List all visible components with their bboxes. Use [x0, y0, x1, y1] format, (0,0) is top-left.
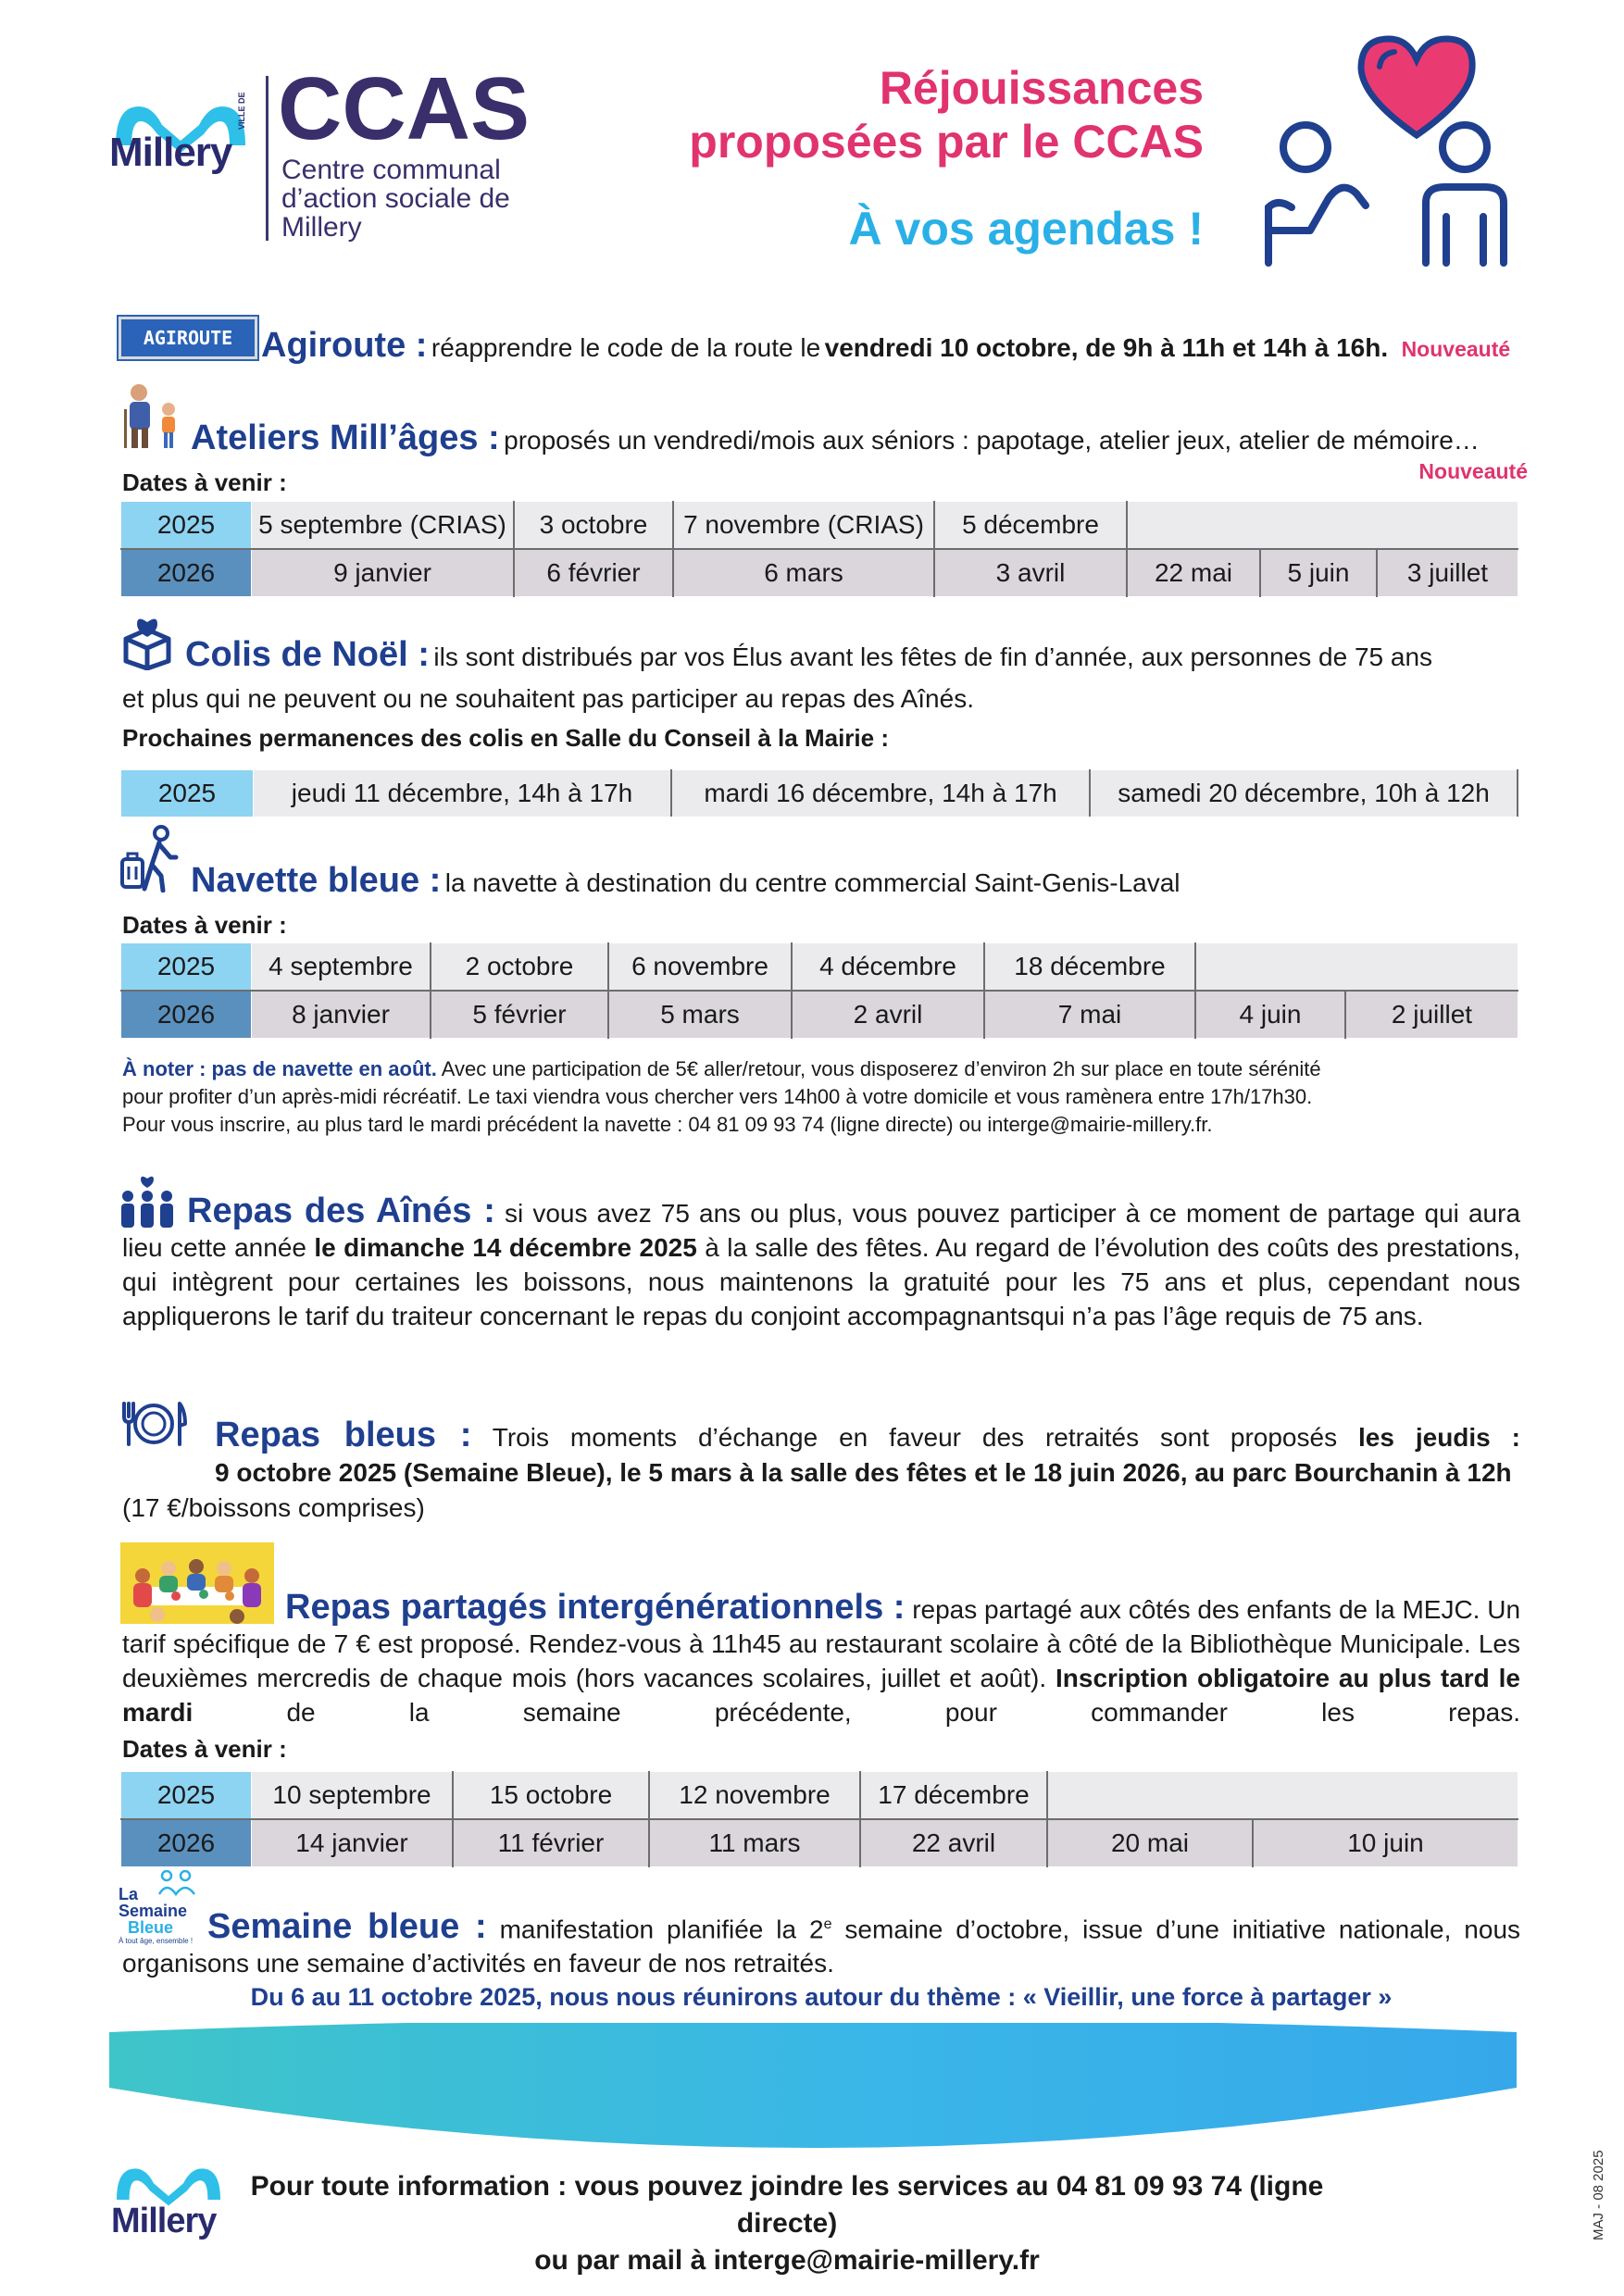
semaine-bleue-logo-la: La: [119, 1885, 139, 1903]
table-cell-empty: [1195, 943, 1518, 992]
header-title-line2: proposées par le CCAS: [689, 116, 1204, 168]
navette-note2: pour profiter d’un après-midi récréatif. Le taxi viendra vous chercher vers 14h00 à votre domicile et vous ramènera entre 17h/17h30.: [122, 1085, 1313, 1108]
header-title-line1: Réjouissances: [879, 62, 1204, 114]
table-cell: 2 avril: [792, 991, 984, 1039]
table-cell: 5 mars: [608, 991, 792, 1039]
repas-partages-dates-label: Dates à venir :: [122, 1735, 287, 1763]
table-cell: 5 décembre: [934, 502, 1127, 550]
table-cell: 2026: [121, 549, 252, 597]
repas-partages-section: [122, 1588, 1521, 1729]
repas-partages-text-b: de la semaine précédente, pour commander les repas.: [286, 1698, 1520, 1727]
navette-note: [122, 1055, 1530, 1139]
repas-aines-text-a: si vous avez 75 ans ou plus, vous pouvez participer à ce moment de partage qui aura lieu cette année: [122, 1199, 1521, 1262]
agiroute-title: Agiroute :: [261, 326, 428, 365]
semaine-bleue-text-a: manifestation planifiée la 2: [499, 1915, 824, 1944]
semaine-bleue-section: [122, 1907, 1520, 1980]
table-cell: jeudi 11 décembre, 14h à 17h: [254, 770, 672, 817]
table-cell: 2025: [121, 1772, 252, 1820]
table-cell: 2025: [121, 943, 252, 992]
table-cell: 2 octobre: [431, 943, 608, 992]
table-cell: 7 novembre (CRIAS): [673, 502, 934, 550]
header-agenda: À vos agendas !: [848, 203, 1204, 255]
ateliers-section: [191, 418, 1524, 458]
table-cell: 6 février: [514, 549, 673, 597]
table-cell: 18 décembre: [984, 943, 1195, 992]
table-cell: 5 septembre (CRIAS): [252, 502, 515, 550]
navette-dates-label: Dates à venir :: [122, 911, 287, 939]
header-divider: [266, 76, 269, 241]
agiroute-text: réapprendre le code de la route le: [431, 333, 821, 362]
decorative-wave: [109, 2023, 1517, 2162]
colis-table: [120, 769, 1518, 817]
traveler-icon: [119, 824, 181, 892]
table-cell: 10 juin: [1253, 1819, 1518, 1867]
semaine-bleue-logo-bleue: Bleue: [128, 1918, 174, 1937]
table-row: [121, 770, 1518, 817]
repas-bleus-title: Repas bleus :: [215, 1416, 472, 1454]
navette-section: [191, 861, 1524, 901]
agiroute-nouveaute: Nouveauté: [1401, 337, 1511, 361]
ateliers-text: proposés un vendredi/mois aux séniors : papotage, atelier jeux, atelier de mémoire…: [504, 426, 1480, 455]
semaine-bleue-text-b: semaine d’octobre, issue d’une initiative nationale, nous organisons une semaine d’activités en faveur de nos retraités.: [122, 1915, 1521, 1978]
table-cell: 11 février: [453, 1819, 649, 1867]
table-cell: 22 avril: [860, 1819, 1047, 1867]
agiroute-badge: AGIROUTE: [119, 317, 257, 359]
navette-title: Navette bleue :: [191, 861, 442, 900]
plate-cutlery-icon: [119, 1400, 189, 1448]
colis-title: Colis de Noël :: [185, 635, 430, 674]
footer-contact: [222, 2168, 1352, 2279]
table-cell: 14 janvier: [252, 1819, 454, 1867]
repas-bleus-jeudis: les jeudis :: [1358, 1423, 1521, 1452]
table-cell: 3 juillet: [1377, 549, 1518, 597]
table-row: [121, 943, 1518, 992]
agiroute-date: vendredi 10 octobre, de 9h à 11h et 14h à 16h.: [824, 333, 1389, 362]
navette-note-bold: À noter : pas de navette en août.: [122, 1057, 437, 1080]
semaine-bleue-highlight: Du 6 au 11 octobre 2025, nous nous réunirons autour du thème : « Vieillir, une force à partager »: [250, 1983, 1393, 2011]
seniors-icon: [119, 381, 185, 450]
semaine-bleue-people-icon: [156, 1870, 198, 1896]
ccas-subtitle: Centre communal d’action sociale de Millery: [281, 155, 510, 243]
table-cell: 2 juillet: [1345, 991, 1518, 1039]
repas-bleus-price: (17 €/boissons comprises): [122, 1493, 425, 1522]
table-cell: 20 mai: [1047, 1819, 1253, 1867]
navette-table: [120, 942, 1518, 1039]
table-cell: 6 mars: [673, 549, 934, 597]
repas-partages-table: [120, 1771, 1518, 1867]
colis-text1: ils sont distribués par vos Élus avant les fêtes de fin d’année, aux personnes de 75 ans: [433, 643, 1433, 671]
table-cell: 2025: [121, 770, 254, 817]
ateliers-table: [120, 501, 1518, 597]
repas-aines-date: le dimanche 14 décembre 2025: [314, 1233, 697, 1262]
table-cell: 2025: [121, 502, 252, 550]
table-cell: 17 décembre: [860, 1772, 1047, 1820]
ccas-title: CCAS: [278, 59, 531, 158]
table-cell-empty: [1127, 502, 1518, 550]
table-cell: 5 février: [431, 991, 608, 1039]
table-row: [121, 1772, 1518, 1820]
semaine-bleue-logo-tag: À tout âge, ensemble !: [119, 1937, 194, 1945]
table-cell: 3 avril: [934, 549, 1127, 597]
table-cell: 12 novembre: [649, 1772, 860, 1820]
table-cell: 4 décembre: [792, 943, 984, 992]
colis-section: [185, 635, 1518, 675]
gift-box-icon: [119, 613, 176, 670]
millery-logo-word: Millery: [109, 130, 232, 175]
table-cell: 22 mai: [1127, 549, 1260, 597]
ateliers-nouveaute: Nouveauté: [1418, 459, 1528, 483]
repas-partages-text-a: repas partagé aux côtés des enfants de la MEJC. Un tarif spécifique de 7 € est proposé. Rendez-vous à 11h45 au restaurant scolaire à côté de la Bibliothèque Municipale. Les deuxièmes mercredis de chaque mois (hors vacances scolaires, juillet et août).: [122, 1595, 1521, 1692]
table-cell: 5 juin: [1260, 549, 1377, 597]
table-cell-empty: [1047, 1772, 1518, 1820]
semaine-bleue-title: Semaine bleue :: [207, 1907, 487, 1947]
table-cell: 2026: [121, 1819, 252, 1867]
footer-millery-word: Millery: [111, 2202, 217, 2240]
update-date: MAJ - 08 2025: [1591, 2150, 1606, 2240]
table-cell: 10 septembre: [252, 1772, 454, 1820]
table-cell: samedi 20 décembre, 10h à 12h: [1090, 770, 1518, 817]
repas-bleus-text-a: Trois moments d’échange en faveur des retraités sont proposés: [492, 1423, 1338, 1452]
ateliers-title: Ateliers Mill’âges :: [191, 418, 500, 457]
table-cell: 4 juin: [1195, 991, 1345, 1039]
navette-note1: Avec une participation de 5€ aller/retour, vous disposerez d’environ 2h sur place en toute sérénité: [441, 1057, 1321, 1080]
ateliers-dates-label: Dates à venir :: [122, 468, 287, 496]
navette-note3: Pour vous inscrire, au plus tard le mardi précédent la navette : 04 81 09 93 74 (ligne directe) ou interge@mairie-millery.fr.: [122, 1113, 1213, 1136]
repas-bleus-line1: [215, 1418, 1520, 1454]
repas-aines-section: [122, 1194, 1520, 1333]
table-row: [121, 991, 1518, 1039]
people-heart-icon: [1241, 31, 1518, 272]
table-cell: 3 octobre: [514, 502, 673, 550]
table-row: [121, 1819, 1518, 1867]
repas-aines-text-b: à la salle des fêtes. Au regard de l’évolution des coûts des prestations, qui intègrent pour certaines les boissons, nous maintenons la gratuité pour les 75 ans et plus, cependant nous appliquerons le tarif du traiteur concernant le repas du conjoint accompagnantsqui n’a pas l’âge requis de 75 ans.: [122, 1233, 1521, 1330]
table-row: [121, 549, 1518, 597]
table-cell: 11 mars: [649, 1819, 860, 1867]
footer-millery-logo-icon: [113, 2163, 224, 2207]
semaine-bleue-logo-semaine: Semaine: [119, 1902, 188, 1920]
repas-partages-inscription: Inscription obligatoire au plus tard le mardi: [122, 1664, 1520, 1727]
table-cell: 4 septembre: [252, 943, 431, 992]
table-cell: 8 janvier: [252, 991, 431, 1039]
agiroute-section: [261, 326, 1539, 366]
table-cell: 15 octobre: [453, 1772, 649, 1820]
repas-bleus-dates: 9 octobre 2025 (Semaine Bleue), le 5 mars à la salle des fêtes et le 18 juin 2026, au parc Bourchanin à 12h: [215, 1458, 1512, 1487]
table-row: [121, 502, 1518, 550]
table-cell: 9 janvier: [252, 549, 515, 597]
semaine-bleue-sup: e: [823, 1916, 832, 1932]
footer-line1: Pour toute information : vous pouvez joindre les services au 04 81 09 93 74 (ligne directe): [250, 2171, 1324, 2239]
colis-permanences-label: Prochaines permanences des colis en Salle du Conseil à la Mairie :: [122, 724, 889, 752]
table-cell: 2026: [121, 991, 252, 1039]
ville-de-label: VILLE DE: [237, 92, 246, 130]
table-cell: 6 novembre: [608, 943, 792, 992]
table-cell: mardi 16 décembre, 14h à 17h: [671, 770, 1090, 817]
repas-aines-title: Repas des Aînés :: [187, 1192, 495, 1230]
table-cell: 7 mai: [984, 991, 1195, 1039]
repas-partages-title: Repas partagés intergénérationnels :: [285, 1588, 906, 1627]
header-title: [648, 61, 1204, 168]
footer-line2: ou par mail à interge@mairie-millery.fr: [534, 2245, 1040, 2276]
colis-text2: et plus qui ne peuvent ou ne souhaitent pas participer au repas des Aînés.: [122, 684, 974, 713]
navette-text: la navette à destination du centre commercial Saint-Genis-Laval: [444, 868, 1181, 897]
